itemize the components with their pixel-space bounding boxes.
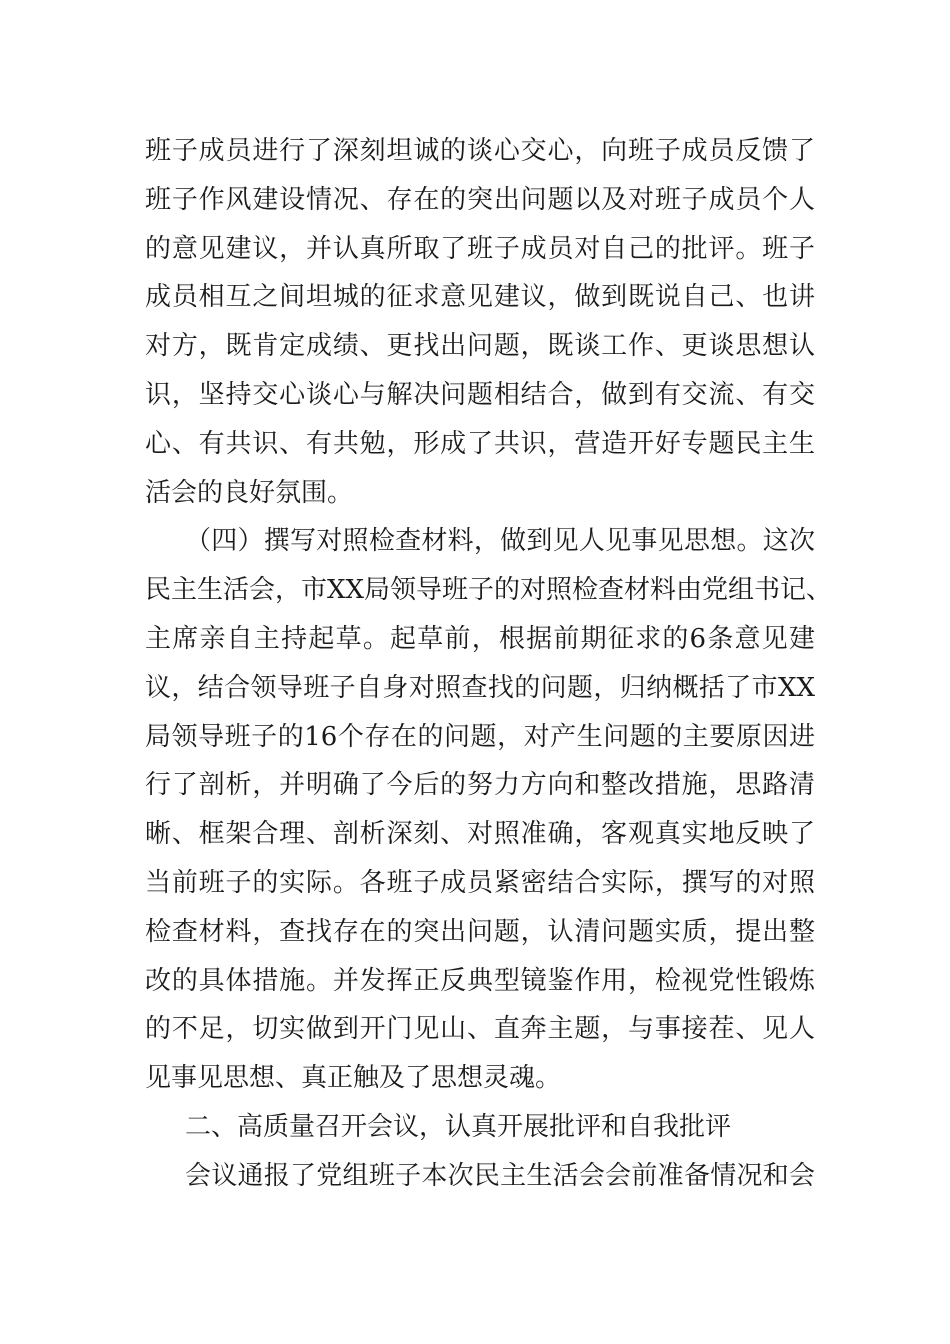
body-line: 检查材料，查找存在的突出问题，认清问题实质，提出整	[145, 916, 815, 947]
section-heading: 二、高质量召开会议，认真开展批评和自我批评	[185, 1111, 732, 1142]
body-line: 识，坚持交心谈心与解决问题相结合，做到有交流、有交	[145, 379, 815, 410]
body-line: 局领导班子的16个存在的问题，对产生问题的主要原因进	[145, 721, 815, 752]
body-line: 的不足，切实做到开门见山、直奔主题，与事接茬、见人	[145, 1014, 815, 1045]
document-body	[145, 127, 833, 1201]
body-line: 主席亲自主持起草。起草前，根据前期征求的6条意见建	[145, 623, 815, 654]
body-line: 对方，既肯定成绩、更找出问题，既谈工作、更谈思想认	[145, 331, 815, 362]
body-line: 当前班子的实际。各班子成员紧密结合实际，撰写的对照	[145, 867, 815, 898]
body-line: 成员相互之间坦城的征求意见建议，做到既说自己、也讲	[145, 282, 815, 313]
body-line: 晰、框架合理、剖析深刻、对照准确，客观真实地反映了	[145, 819, 815, 850]
body-line: 班子作风建设情况、存在的突出问题以及对班子成员个人	[145, 184, 815, 215]
body-line: 的意见建议，并认真所取了班子成员对自己的批评。班子	[145, 233, 815, 264]
body-line: 班子成员进行了深刻坦诚的谈心交心，向班子成员反馈了	[145, 136, 815, 166]
body-line: 行了剖析，并明确了今后的努力方向和整改措施，思路清	[145, 770, 815, 801]
section-heading-line: （四）撰写对照检查材料，做到见人见事见思想。这次	[185, 526, 815, 557]
body-line: 议，结合领导班子自身对照查找的问题，归纳概括了市XX	[145, 672, 815, 703]
body-line: 活会的良好氛围。	[145, 477, 354, 508]
body-line: 心、有共识、有共勉，形成了共识，营造开好专题民主生	[145, 428, 815, 459]
body-line: 会议通报了党组班子本次民主生活会会前准备情况和会	[185, 1160, 815, 1191]
body-line: 见事见思想、真正触及了思想灵魂。	[145, 1063, 562, 1094]
body-line: 改的具体措施。并发挥正反典型镜鉴作用，检视党性锻炼	[145, 965, 815, 996]
body-line: 民主生活会，市XX局领导班子的对照检查材料由党组书记、	[145, 575, 833, 606]
